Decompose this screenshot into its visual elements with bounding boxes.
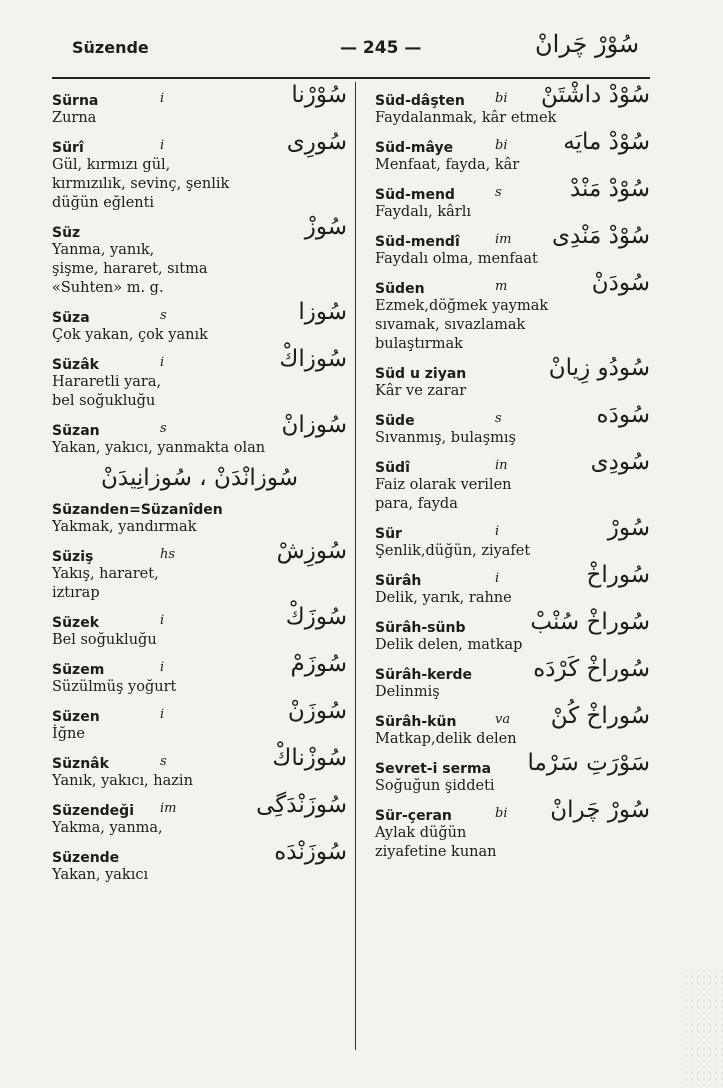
arabic-script: سُوزَكْ: [285, 604, 347, 630]
definition: Menfaat, fayda, kâr: [375, 157, 520, 173]
entry-head: [375, 129, 650, 156]
arabic-script: سُوراخْ: [586, 562, 650, 588]
definition: Faydalanmak, kâr etmek: [375, 110, 557, 126]
entry-head: [375, 515, 650, 542]
arabic-script: سُوزْ: [304, 214, 347, 240]
definition: Aylak düğün ziyafetine kunan: [375, 825, 497, 860]
headword: Süzen: [52, 709, 100, 725]
headword: Sürî: [52, 140, 84, 156]
dictionary-entry: [375, 797, 650, 862]
dictionary-entry: [52, 499, 347, 537]
arabic-script: سُوزِشْ: [276, 538, 347, 564]
dictionary-entry: [52, 129, 347, 213]
running-head-arabic: سُوْرْ چَرانْ: [535, 30, 640, 58]
definition: Hararetli yara, bel soğukluğu: [52, 374, 162, 409]
part-of-speech: in: [495, 458, 508, 473]
headword: Süziş: [52, 549, 94, 565]
part-of-speech: s: [160, 754, 167, 769]
definition: Yanık, yakıcı, hazin: [52, 773, 193, 789]
headword: Sür-çeran: [375, 808, 452, 824]
definition: Yakma, yanma,: [52, 820, 163, 836]
part-of-speech: i: [160, 138, 165, 153]
entry-head: [375, 355, 650, 382]
headword: Sürâh-kün: [375, 714, 457, 730]
definition: Zurna: [52, 110, 97, 126]
arabic-script: سُوزْناكْ: [272, 745, 347, 771]
part-of-speech: bi: [495, 91, 508, 106]
dictionary-entry: [52, 214, 347, 298]
dictionary-entry: [375, 609, 650, 655]
arabic-script: سُوزَنْدَگِى: [256, 792, 347, 818]
headword: Südî: [375, 460, 410, 476]
part-of-speech: i: [160, 355, 165, 370]
headword: Sür: [375, 526, 402, 542]
headword: Süd-mâye: [375, 140, 454, 156]
page-header: [0, 0, 723, 80]
entry-head: [375, 270, 650, 297]
arabic-script: سُوراخْ سُنْبْ: [530, 609, 650, 635]
dictionary-entry: [375, 449, 650, 514]
entry-head: [375, 609, 650, 636]
arabic-script: سُوزاكْ: [279, 346, 347, 372]
dictionary-entry: [375, 402, 650, 448]
dictionary-entry: [52, 538, 347, 603]
part-of-speech: bi: [495, 806, 508, 821]
dictionary-entry: [375, 129, 650, 175]
definition: Yakış, hararet, iztırap: [52, 566, 159, 601]
arabic-script: سُوْدْ مَنْدِى: [551, 223, 650, 249]
part-of-speech: m: [495, 279, 508, 294]
headword: Süde: [375, 413, 415, 429]
dictionary-entry: [52, 82, 347, 128]
dictionary-entry: [375, 82, 650, 128]
entry-head: [52, 129, 347, 156]
part-of-speech: s: [495, 411, 502, 426]
definition: Delik, yarık, rahne: [375, 590, 512, 606]
entry-head: [52, 538, 347, 565]
headword: Sürâh-kerde: [375, 667, 473, 683]
arabic-script: سُودِى: [590, 449, 650, 475]
part-of-speech: i: [160, 91, 165, 106]
definition: Yanma, yanık, şişme, hararet, sıtma «Suhten» m. g.: [52, 242, 208, 296]
part-of-speech: hs: [160, 547, 176, 562]
part-of-speech: va: [495, 712, 511, 727]
headword: Süznâk: [52, 756, 109, 772]
dictionary-entry: [52, 698, 347, 744]
entry-head: [52, 698, 347, 725]
dictionary-entry: [375, 703, 650, 749]
entry-head: [52, 604, 347, 631]
dictionary-entry: [375, 270, 650, 354]
arabic-script: سُورْ چَرانْ: [550, 797, 650, 823]
entry-head: [375, 402, 650, 429]
headword: Süden: [375, 281, 425, 297]
headword: Süd u ziyan: [375, 366, 467, 382]
entry-head: [375, 176, 650, 203]
arabic-script: سُوْدْ مَنْدْ: [569, 176, 650, 202]
arabic-script: سُوراخْ كُنْ: [550, 703, 650, 729]
entry-head: [375, 750, 650, 777]
dictionary-entry: [52, 346, 347, 411]
definition: Delinmiş: [375, 684, 440, 700]
dictionary-entry: [52, 651, 347, 697]
entry-head: [52, 499, 347, 518]
entry-head: [52, 214, 347, 241]
entry-head: [375, 82, 650, 109]
arabic-script: سُودُو زِيانْ: [548, 355, 650, 381]
entry-head: [375, 223, 650, 250]
entry-head: [52, 412, 347, 439]
part-of-speech: i: [160, 660, 165, 675]
page-number: — 245 —: [340, 38, 422, 58]
headword: Süzanden=Süzanîden: [52, 502, 223, 518]
definition: Bel soğukluğu: [52, 632, 157, 648]
arabic-script: سُوزانْ: [281, 412, 347, 438]
definition: Şenlik,düğün, ziyafet: [375, 543, 531, 559]
dictionary-entry: [375, 515, 650, 561]
definition: Yakmak, yandırmak: [52, 519, 197, 535]
column-divider: [355, 82, 356, 1050]
entry-head: [52, 651, 347, 678]
header-rule: [52, 77, 650, 79]
entry-head: [375, 797, 650, 824]
entry-head: [375, 562, 650, 589]
dictionary-entry: [52, 604, 347, 650]
dictionary-entry: [375, 750, 650, 796]
headword: Süd-dâşten: [375, 93, 465, 109]
headword: Sürna: [52, 93, 99, 109]
dictionary-entry: [375, 223, 650, 269]
dictionary-entry: [52, 299, 347, 345]
headword: Süz: [52, 225, 81, 241]
entry-head: [375, 703, 650, 730]
dictionary-entry: [52, 839, 347, 885]
entry-head: [52, 792, 347, 819]
headword: Süd-mend: [375, 187, 455, 203]
headword: Süzâk: [52, 357, 99, 373]
definition: Ezmek,döğmek yaymak sıvamak, sıvazlamak bulaştırmak: [375, 298, 549, 352]
part-of-speech: i: [160, 613, 165, 628]
entry-head: [375, 449, 650, 476]
definition: Faydalı, kârlı: [375, 204, 471, 220]
dictionary-entry: [375, 562, 650, 608]
arabic-script: سُوْدْ داشْتَنْ: [540, 82, 650, 108]
arabic-script: سُوزَنْدَه: [274, 839, 347, 865]
arabic-script: سُوزا: [298, 299, 347, 325]
headword: Süzan: [52, 423, 100, 439]
left-column: [52, 82, 347, 894]
entry-head: [52, 839, 347, 866]
headword: Süzek: [52, 615, 100, 631]
definition: Sıvanmış, bulaşmış: [375, 430, 516, 446]
headword: Sevret-i serma: [375, 761, 492, 777]
entry-head: [52, 745, 347, 772]
entry-head: [52, 346, 347, 373]
arabic-script: سُودَه: [596, 402, 650, 428]
headword: Süd-mendî: [375, 234, 460, 250]
dictionary-entry: [375, 656, 650, 702]
definition: Gül, kırmızı gül, kırmızılık, sevinç, şenlik düğün eğlenti: [52, 157, 230, 211]
definition: Matkap,delik delen: [375, 731, 517, 747]
entry-head: [52, 82, 347, 109]
running-head-left: Süzende: [72, 38, 149, 57]
headword: Sürâh: [375, 573, 422, 589]
part-of-speech: s: [495, 185, 502, 200]
part-of-speech: i: [160, 707, 165, 722]
dictionary-entry: [375, 355, 650, 401]
part-of-speech: bi: [495, 138, 508, 153]
paper-speckle: [683, 968, 723, 1088]
arabic-script: سُوزَمْ: [290, 651, 347, 677]
definition: Soğuğun şiddeti: [375, 778, 495, 794]
part-of-speech: im: [495, 232, 512, 247]
arabic-script: سَوْرَتِ سَرْما: [527, 750, 650, 776]
part-of-speech: i: [495, 571, 500, 586]
dictionary-entry: [375, 176, 650, 222]
headword: Süzem: [52, 662, 105, 678]
arabic-script: سُوْرْنا: [291, 82, 347, 108]
entry-head: [375, 656, 650, 683]
definition: Delik delen, matkap: [375, 637, 523, 653]
headword: Sürâh-sünb: [375, 620, 466, 636]
definition: Faiz olarak verilen para, fayda: [375, 477, 512, 512]
arabic-script: سُوراخْ كَرْدَه: [533, 656, 650, 682]
arabic-script: سُورْ: [607, 515, 650, 541]
arabic-script: سُوْدْ مايَه: [563, 129, 650, 155]
part-of-speech: i: [495, 524, 500, 539]
headword: Süza: [52, 310, 90, 326]
definition: Kâr ve zarar: [375, 383, 467, 399]
dictionary-entry: [52, 745, 347, 791]
dictionary-entry: [52, 792, 347, 838]
entry-head: [52, 299, 347, 326]
headword: Süzende: [52, 850, 120, 866]
definition: Yakan, yakıcı: [52, 867, 149, 883]
part-of-speech: im: [160, 801, 177, 816]
arabic-script: سُودَنْ: [591, 270, 650, 296]
derived-forms-arabic: سُوزانْدَنْ ، سُوزانِيدَنْ: [100, 465, 299, 491]
part-of-speech: s: [160, 421, 167, 436]
definition: İğne: [52, 726, 85, 742]
dictionary-entry: [52, 412, 347, 458]
right-column: [375, 82, 650, 871]
part-of-speech: s: [160, 308, 167, 323]
arabic-script: سُورِى: [286, 129, 347, 155]
definition: Yakan, yakıcı, yanmakta olan: [52, 440, 266, 456]
definition: Süzülmüş yoğurt: [52, 679, 177, 695]
headword: Süzendeği: [52, 803, 134, 819]
definition: Çok yakan, çok yanık: [52, 327, 208, 343]
arabic-script: سُوزَنْ: [287, 698, 347, 724]
definition: Faydalı olma, menfaat: [375, 251, 538, 267]
